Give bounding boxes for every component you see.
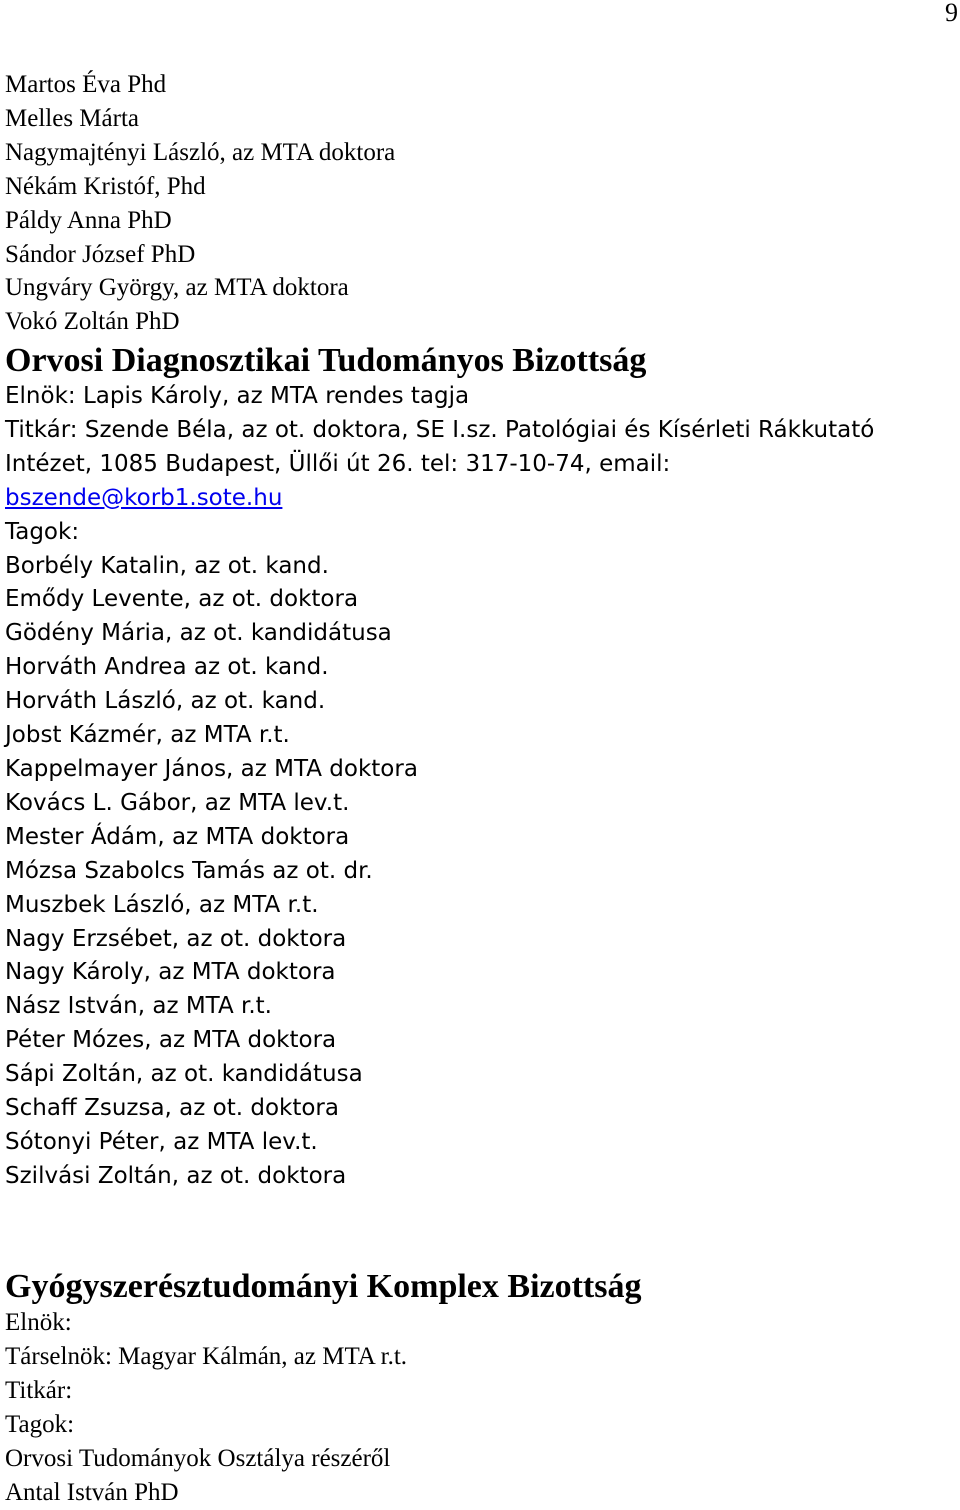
- committee-diag-members-label: Tagok:: [5, 518, 80, 545]
- member-line: Szilvási Zoltán, az ot. doktora: [5, 1162, 347, 1189]
- committee-pharm-title: Gyógyszerésztudományi Komplex Bizottság: [5, 1268, 642, 1305]
- member-line: Sándor József PhD: [5, 240, 196, 268]
- member-line: Vokó Zoltán PhD: [5, 308, 180, 336]
- secretary-email-link[interactable]: bszende@korb1.sote.hu: [5, 484, 283, 511]
- committee-pharm-chair: Elnök:: [5, 1309, 72, 1336]
- member-line: Páldy Anna PhD: [5, 206, 172, 234]
- page-number: 9: [945, 0, 958, 27]
- member-line: Ungváry György, az MTA doktora: [5, 274, 349, 302]
- committee-diag-secretary-line1: Titkár: Szende Béla, az ot. doktora, SE I.sz. Patológiai és Kísérleti Rákkutató: [5, 416, 875, 443]
- committee-pharm-section-label: Orvosi Tudományok Osztálya részéről: [5, 1444, 391, 1472]
- committee-pharm-section: [5, 1268, 950, 1509]
- member-line: Nász István, az MTA r.t.: [5, 993, 272, 1020]
- member-line: Schaff Zsuzsa, az ot. doktora: [5, 1095, 339, 1122]
- committee-diag-section: [5, 342, 950, 1194]
- member-line: Borbély Katalin, az ot. kand.: [5, 552, 329, 579]
- committee-pharm-secretary: Titkár:: [5, 1376, 73, 1404]
- member-line: Mózsa Szabolcs Tamás az ot. dr.: [5, 857, 373, 884]
- committee-diag-chair: Elnök: Lapis Károly, az MTA rendes tagja: [5, 383, 470, 409]
- member-line: Sápi Zoltán, az ot. kandidátusa: [5, 1061, 363, 1088]
- member-line: Muszbek László, az MTA r.t.: [5, 891, 319, 918]
- committee-pharm-cochair: Társelnök: Magyar Kálmán, az MTA r.t.: [5, 1342, 408, 1370]
- member-line: Nagy Károly, az MTA doktora: [5, 959, 336, 986]
- member-line: Kovács L. Gábor, az MTA lev.t.: [5, 789, 350, 816]
- member-line: Péter Mózes, az MTA doktora: [5, 1027, 337, 1054]
- member-line: Jobst Kázmér, az MTA r.t.: [5, 722, 290, 749]
- member-line: Martos Éva Phd: [5, 71, 167, 98]
- member-line: Gödény Mária, az ot. kandidátusa: [5, 620, 392, 647]
- member-line: Nagymajtényi László, az MTA doktora: [5, 138, 396, 166]
- member-line: Nékám Kristóf, Phd: [5, 172, 206, 200]
- member-line: Melles Márta: [5, 104, 139, 132]
- member-line: Emődy Levente, az ot. doktora: [5, 586, 359, 613]
- member-line: Antal István PhD: [5, 1478, 179, 1506]
- committee-diag-title: Orvosi Diagnosztikai Tudományos Bizottság: [5, 342, 647, 379]
- member-line: Mester Ádám, az MTA doktora: [5, 823, 350, 850]
- member-line: Horváth Andrea az ot. kand.: [5, 654, 329, 681]
- member-line: Kappelmayer János, az MTA doktora: [5, 755, 418, 782]
- members-continued-list: [5, 68, 950, 339]
- member-line: Horváth László, az ot. kand.: [5, 688, 326, 715]
- committee-pharm-members-label: Tagok:: [5, 1410, 75, 1438]
- committee-diag-secretary-line2: Intézet, 1085 Budapest, Üllői út 26. tel: 317-10-74, email:: [5, 450, 671, 477]
- member-line: Sótonyi Péter, az MTA lev.t.: [5, 1128, 318, 1155]
- member-line: Nagy Erzsébet, az ot. doktora: [5, 925, 347, 952]
